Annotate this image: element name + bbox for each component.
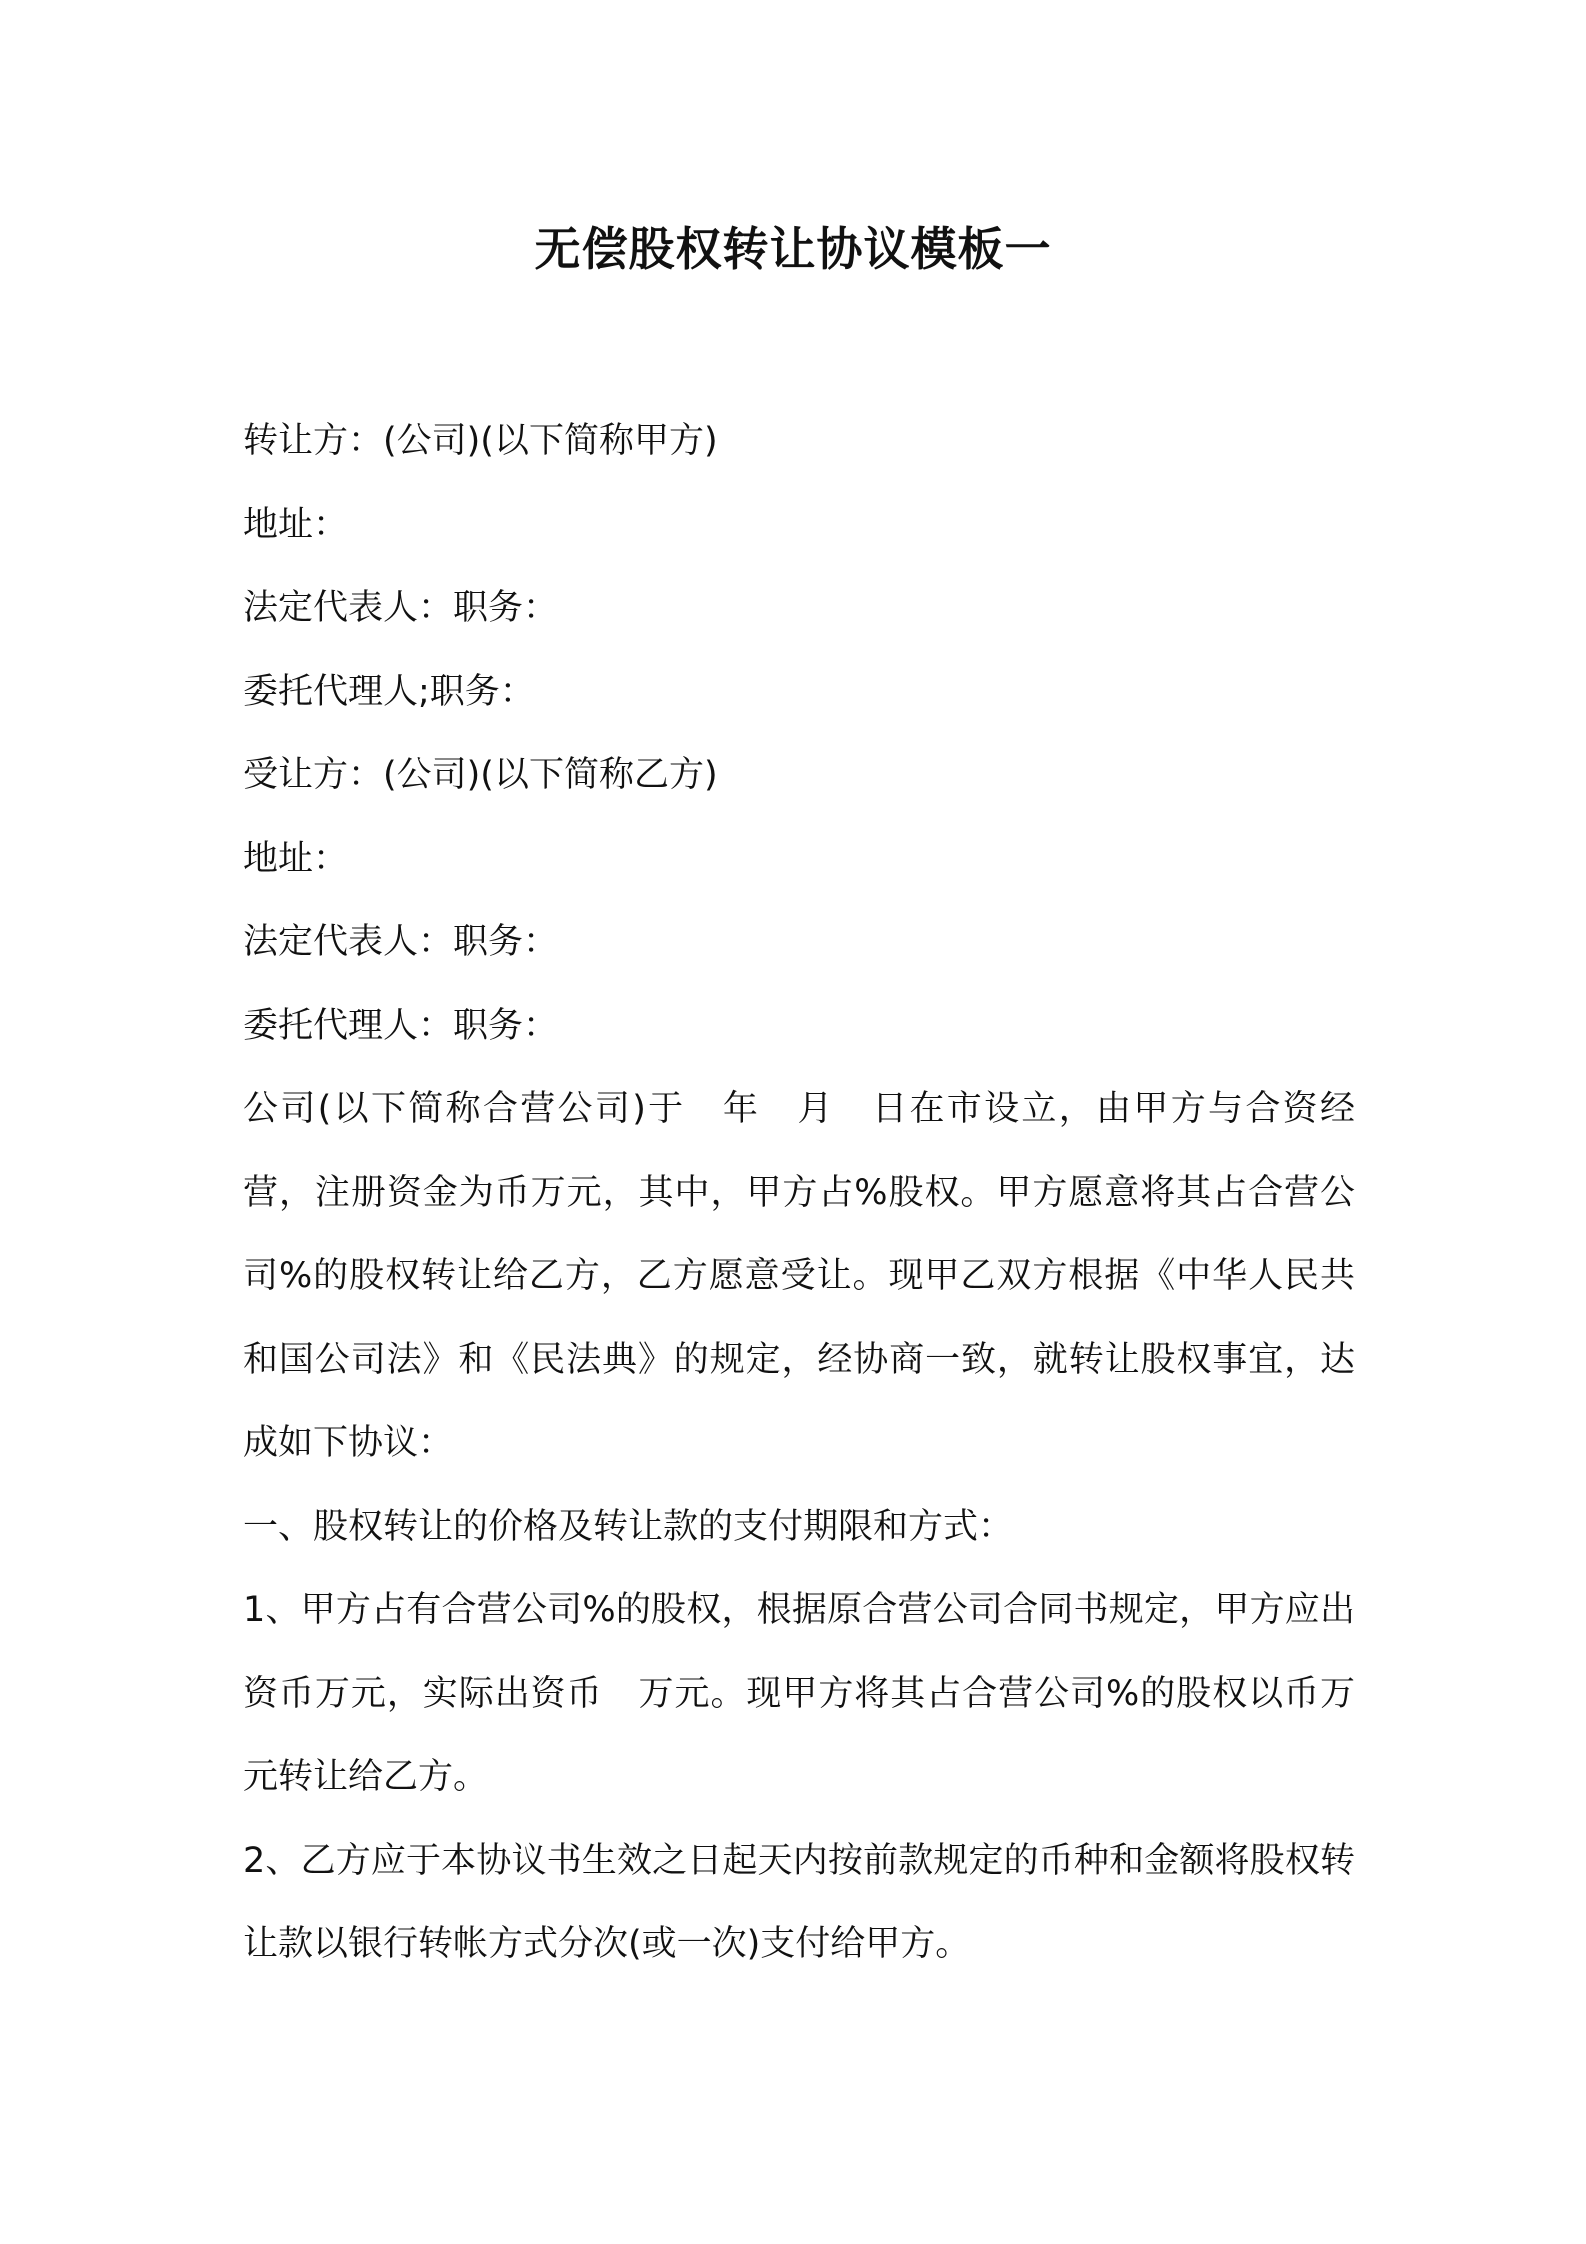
transferee-address: 地址： [243,838,349,879]
transferor-line: 转让方：(公司)(以下简称甲方) [243,421,718,461]
transferee-legal-rep: 法定代表人：职务： [243,922,559,962]
clause-2: 2、乙方应于本协议书生效之日起天内按前款规定的币种和金额将股权转让款以银行转帐方式分次(或一次)支付给甲方。 [243,1840,1355,1964]
document-title: 无偿股权转让协议模板一 [534,222,1052,276]
transferee-line: 受让方：(公司)(以下简称乙方) [243,755,718,795]
clause-1: 1、甲方占有合营公司%的股权，根据原合营公司合同书规定，甲方应出资币万元，实际出资币 万元。现甲方将其占合营公司%的股权以币万元转让给乙方。 [243,1590,1355,1797]
transferee-agent: 委托代理人：职务： [243,1005,559,1046]
section-heading: 一、股权转让的价格及转让款的支付期限和方式： [243,1506,1014,1547]
transferor-agent: 委托代理人;职务： [243,671,535,712]
preamble-paragraph: 公司(以下简称合营公司)于 年 月 日在市设立，由甲方与合资经营，注册资金为币万元，其中，甲方占%股权。甲方愿意将其占合营公司%的股权转让给乙方，乙方愿意受让。现甲乙双方根据《中华人民共和国公司法》和《民法典》的规定，经协商一致，就转让股权事宜，达成如下协议： [243,1089,1355,1463]
document-body [243,400,1355,1987]
transferor-address: 地址： [243,504,349,545]
transferor-legal-rep: 法定代表人：职务： [243,588,559,628]
